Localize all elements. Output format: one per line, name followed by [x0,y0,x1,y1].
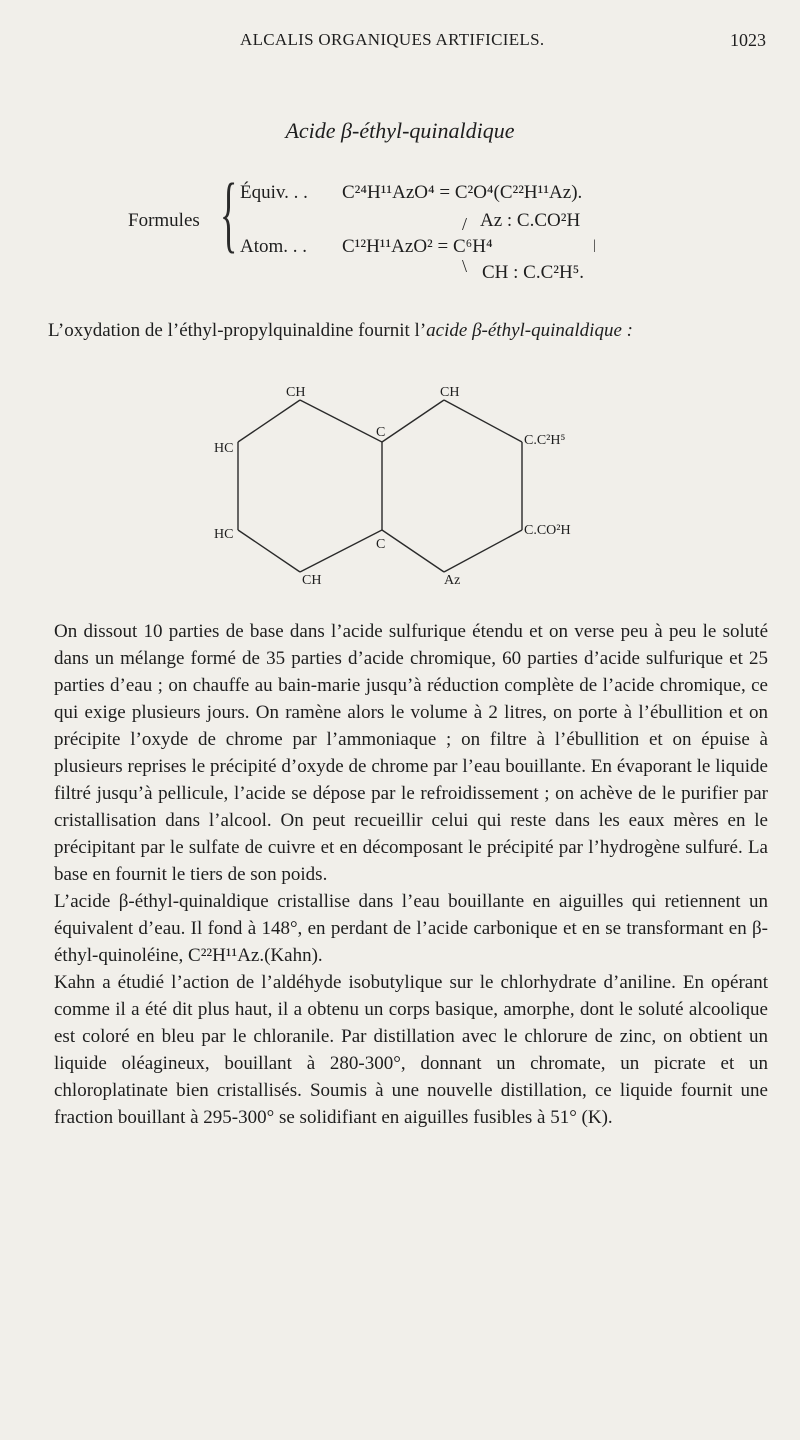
atom-label: Atom. . . [240,236,308,257]
az-part: Az : C.CO²H [480,210,581,231]
ch-part: CH : C.C²H⁵. [482,262,585,283]
atom-c-ethyl: C.C²H⁵ [524,433,566,448]
atom-ch-top-left: CH [286,385,306,400]
paragraph: L’acide β-éthyl-quinaldique cristallise dans l’eau bouillante en aiguilles qui retiennent un équivalent d’eau. Il fond à 148°, en perdant de l’acide carbonique et en se transformant en β-éthyl-quinoléine, C²²H¹¹Az.(Kahn). [54,891,768,966]
bond-down-icon: \ [462,256,468,276]
atom-c-upper: C [376,425,386,440]
atom-c-carboxyl: C.CO²H [524,523,571,538]
paragraph: Kahn a étudié l’action de l’aldéhyde isobutylique sur le chlorhydrate d’aniline. En opérant comme il a été dit plus haut, il a obtenu un corps basique, amorphe, dont le soluté alcoolique est coloré en bleu par le chloranile. Par distillation avec le chlorure de zinc, on obtient un liquide oléagineux, bouillant à 280-300°, donnant un chromate, un picrate et un chloroplatinate bien cristallisés. Soumis à une nouvelle distillation, ce liquide fournit une fraction bouillant à 295-300° se solidifiant en aiguilles fusibles à 51° (K). [54,972,768,1128]
running-head [0,30,800,54]
atom-formula: C¹²H¹¹AzO² = C⁶H⁴ [342,236,493,257]
page-number: 1023 [730,30,766,50]
intro-line [48,320,768,342]
body-text [54,618,768,1131]
paragraph: On dissout 10 parties de base dans l’acide sulfurique étendu et on verse peu à peu le soluté dans un mélange formé de 35 parties d’acide chromique, 60 parties d’acide sulfurique et 25 parties d’eau ; on chauffe au bain-marie jusqu’à réduction complète de l’acide chromique, ce qui exige plusieurs jours. On ramène alors le volume à 2 litres, on porte à l’ébullition et on précipite l’oxyde de chrome par l’ammoniaque ; on filtre à l’ébullition et on épuise à plusieurs reprises le précipité d’oxyde de chrome par l’eau bouillante. En évaporant le liquide filtré jusqu’à pellicule, l’acide se dépose par le refroidissement ; on achève de le purifier par cristallisation dans l’alcool. On peut recueillir celui qui reste dans les eaux mères en le précipitant par le sulfate de cuivre et en décomposant le précipité par l’hydrogène sulfuré. La base en fournit le tiers de son poids. [54,621,768,885]
section-title: Acide β-éthyl-quinaldique [285,118,515,143]
atom-c-lower: C [376,537,386,552]
formulas-label: Formules [128,210,200,231]
atom-ch-bottom: CH [302,573,322,588]
equiv-formula: C²⁴H¹¹AzO⁴ = C²O⁴(C²²H¹¹Az). [342,182,583,203]
running-title: ALCALIS ORGANIQUES ARTIFICIELS. [240,30,545,49]
intro-emphasis: acide β-éthyl-quinaldique : [426,320,633,341]
bond-up-icon: / [462,214,468,234]
atom-hc-upper: HC [214,441,234,456]
quinoline-structure-diagram [0,380,800,590]
bond-vertical-icon: | [593,238,596,253]
intro-text: L’oxydation de l’éthyl-propylquinaldine fournit l’ [48,320,427,341]
brace-icon: { [220,165,238,261]
atom-az: Az [444,573,461,588]
atom-ch-top-right: CH [440,385,460,400]
formulas-block [0,165,800,294]
equiv-label: Équiv. . . [240,182,308,203]
atom-hc-lower: HC [214,527,234,542]
